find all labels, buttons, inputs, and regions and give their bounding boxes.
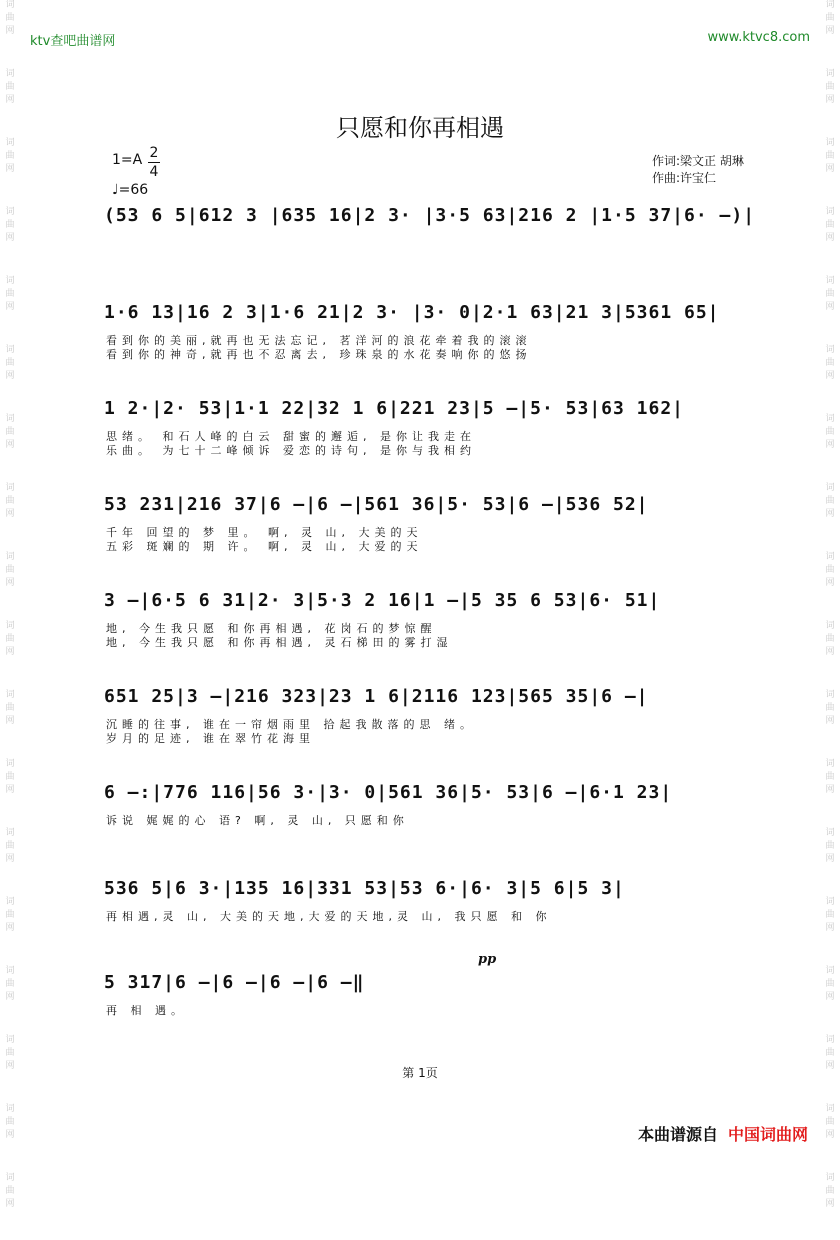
score-row xyxy=(104,494,754,584)
watermark-gap xyxy=(822,315,838,343)
watermark-glyph: 曲 xyxy=(5,565,15,575)
watermark-glyph: 网 xyxy=(825,923,835,933)
watermark-gap xyxy=(822,936,838,964)
lyricist: 作词:梁文正 胡琳 xyxy=(652,154,744,168)
watermark-gap xyxy=(2,867,18,895)
watermark-glyph: 曲 xyxy=(825,565,835,575)
watermark-gap xyxy=(822,867,838,895)
watermark-glyph: 网 xyxy=(5,992,15,1002)
watermark-glyph: 词 xyxy=(825,1104,835,1114)
lyric-line: 岁月的足迹, 谁在翠竹花海里 xyxy=(106,732,315,745)
lyric-line: 看到你的神奇,就再也不忍离去, 珍珠泉的水花奏响你的悠扬 xyxy=(106,348,532,361)
watermark-glyph: 曲 xyxy=(825,358,835,368)
watermark-gap xyxy=(2,1143,18,1171)
score-row xyxy=(104,782,754,872)
watermark-glyph: 网 xyxy=(825,164,835,174)
watermark-glyph: 词 xyxy=(5,207,15,217)
watermark-glyph: 曲 xyxy=(5,772,15,782)
notation-line: (53 6 5|612 3 |635 16|2 3· |3·5 63|216 2 |1·5 37|6· –)| xyxy=(104,205,756,226)
watermark-glyph: 曲 xyxy=(825,496,835,506)
watermark-glyph: 网 xyxy=(5,578,15,588)
lyric-line: 思绪。 和石人峰的白云 甜蜜的邂逅, 是你让我走在 xyxy=(106,430,476,443)
notation-line: 3 –|6·5 6 31|2· 3|5·3 2 16|1 –|5 35 6 53|6· 51| xyxy=(104,590,661,611)
watermark-glyph: 词 xyxy=(5,0,15,10)
watermark-glyph: 网 xyxy=(825,95,835,105)
notation-line: 5 317|6 –|6 –|6 –|6 –‖ xyxy=(104,972,365,993)
watermark-gap xyxy=(2,798,18,826)
watermark-glyph: 曲 xyxy=(825,13,835,23)
watermark-glyph: 词 xyxy=(825,345,835,355)
watermark-glyph: 曲 xyxy=(5,841,15,851)
watermark-glyph: 网 xyxy=(825,785,835,795)
time-top: 2 xyxy=(149,145,159,161)
watermark-gap xyxy=(822,798,838,826)
footer-prefix: 本曲谱源自 xyxy=(637,1125,718,1144)
score-row xyxy=(104,686,754,776)
watermark-gap xyxy=(2,315,18,343)
watermark-glyph: 词 xyxy=(825,621,835,631)
lyric-line: 地, 今生我只愿 和你再相遇, 灵石梯田的雾打湿 xyxy=(106,636,453,649)
notation-line: 6 –:|776 116|56 3·|3· 0|561 36|5· 53|6 –|6·1 23| xyxy=(104,782,673,803)
watermark-glyph: 网 xyxy=(825,578,835,588)
footer-brand[interactable]: 中国词曲网 xyxy=(727,1125,808,1144)
watermark-gap xyxy=(822,729,838,757)
watermark-glyph: 曲 xyxy=(825,82,835,92)
watermark-gap xyxy=(2,177,18,205)
watermark-glyph: 曲 xyxy=(825,289,835,299)
watermark-glyph: 网 xyxy=(5,854,15,864)
watermark-glyph: 曲 xyxy=(5,634,15,644)
watermark-glyph: 曲 xyxy=(5,220,15,230)
watermark-glyph: 曲 xyxy=(5,151,15,161)
watermark-glyph: 词 xyxy=(825,1035,835,1045)
watermark-glyph: 词 xyxy=(825,759,835,769)
watermark-glyph: 词 xyxy=(5,552,15,562)
watermark-glyph: 网 xyxy=(825,1130,835,1140)
watermark-glyph: 曲 xyxy=(5,358,15,368)
watermark-glyph: 词 xyxy=(825,966,835,976)
watermark-glyph: 词 xyxy=(5,897,15,907)
watermark-gap xyxy=(822,522,838,550)
lyric-line: 诉说 娓娓的心 语? 啊, 灵 山, 只愿和你 xyxy=(106,814,409,827)
watermark-glyph: 曲 xyxy=(825,1117,835,1127)
lyric-line: 沉睡的往事, 谁在一帘烟雨里 拾起我散落的思 绪。 xyxy=(106,718,476,731)
page-number: 第 1页 xyxy=(402,1066,438,1080)
watermark-gap xyxy=(822,177,838,205)
song-title: 只愿和你再相遇 xyxy=(336,114,504,142)
watermark-glyph: 网 xyxy=(5,95,15,105)
watermark-gap xyxy=(2,522,18,550)
watermark-glyph: 词 xyxy=(5,690,15,700)
lyric-line: 地, 今生我只愿 和你再相遇, 花岗石的梦惊醒 xyxy=(106,622,437,635)
watermark-glyph: 网 xyxy=(5,233,15,243)
lyric-line: 再 相 遇。 xyxy=(106,1004,187,1017)
watermark-glyph: 词 xyxy=(825,276,835,286)
watermark-glyph: 词 xyxy=(825,69,835,79)
watermark-gap xyxy=(2,660,18,688)
watermark-glyph: 词 xyxy=(5,828,15,838)
watermark-glyph: 词 xyxy=(825,414,835,424)
watermark-gap xyxy=(822,1212,838,1240)
time-bottom: 4 xyxy=(149,164,159,180)
score-row xyxy=(104,302,754,392)
watermark-gap xyxy=(2,1005,18,1033)
lyric-line: 看到你的美丽,就再也无法忘记, 茗洋河的浪花牵着我的滚滚 xyxy=(106,334,532,347)
watermark-glyph: 曲 xyxy=(5,910,15,920)
watermark-glyph: 网 xyxy=(5,509,15,519)
watermark-gap xyxy=(822,39,838,67)
watermark-glyph: 曲 xyxy=(5,427,15,437)
watermark-gap xyxy=(2,1212,18,1240)
watermark-glyph: 曲 xyxy=(825,634,835,644)
watermark-glyph: 曲 xyxy=(5,13,15,23)
watermark-gap xyxy=(2,591,18,619)
watermark-glyph: 曲 xyxy=(825,151,835,161)
watermark-glyph: 曲 xyxy=(825,841,835,851)
watermark-glyph: 网 xyxy=(5,1199,15,1209)
footer-source xyxy=(638,1122,808,1145)
watermark-glyph: 网 xyxy=(5,1130,15,1140)
watermark-glyph: 网 xyxy=(825,440,835,450)
watermark-glyph: 词 xyxy=(825,1173,835,1183)
notation-line: 536 5|6 3·|135 16|331 53|53 6·|6· 3|5 6|5 3| xyxy=(104,878,625,899)
watermark-left xyxy=(2,0,18,1209)
watermark-gap xyxy=(822,384,838,412)
watermark-glyph: 曲 xyxy=(5,82,15,92)
dynamic-mark: pp xyxy=(478,952,497,967)
watermark-gap xyxy=(822,1005,838,1033)
watermark-glyph: 曲 xyxy=(825,910,835,920)
score-row xyxy=(104,878,754,968)
notation-line: 53 231|216 37|6 –|6 –|561 36|5· 53|6 –|536 52| xyxy=(104,494,649,515)
watermark-gap xyxy=(822,246,838,274)
watermark-glyph: 网 xyxy=(5,440,15,450)
watermark-glyph: 词 xyxy=(5,69,15,79)
credits xyxy=(652,153,744,187)
header-site-left[interactable]: ktv查吧曲谱网 xyxy=(30,34,116,49)
watermark-glyph: 词 xyxy=(5,621,15,631)
watermark-glyph: 网 xyxy=(5,164,15,174)
watermark-gap xyxy=(2,384,18,412)
watermark-glyph: 网 xyxy=(5,371,15,381)
watermark-glyph: 网 xyxy=(825,647,835,657)
watermark-glyph: 词 xyxy=(5,138,15,148)
watermark-glyph: 网 xyxy=(825,233,835,243)
watermark-glyph: 词 xyxy=(5,1035,15,1045)
watermark-glyph: 网 xyxy=(825,1199,835,1209)
lyric-line: 乐曲。 为七十二峰倾诉 爱恋的诗句, 是你与我相约 xyxy=(106,444,476,457)
score-row xyxy=(104,972,754,1062)
watermark-glyph: 曲 xyxy=(5,1117,15,1127)
watermark-gap xyxy=(822,660,838,688)
notation-line: 1·6 13|16 2 3|1·6 21|2 3· |3· 0|2·1 63|21 3|5361 65| xyxy=(104,302,720,323)
watermark-glyph: 网 xyxy=(825,371,835,381)
watermark-glyph: 词 xyxy=(5,759,15,769)
header-site-right[interactable]: www.ktvc8.com xyxy=(707,30,810,45)
watermark-glyph: 曲 xyxy=(825,772,835,782)
watermark-glyph: 词 xyxy=(5,276,15,286)
watermark-glyph: 网 xyxy=(825,854,835,864)
tempo-marking: ♩=66 xyxy=(112,182,149,198)
watermark-glyph: 网 xyxy=(5,923,15,933)
score-row xyxy=(104,398,754,488)
watermark-glyph: 词 xyxy=(825,897,835,907)
watermark-glyph: 网 xyxy=(825,509,835,519)
score-row xyxy=(104,590,754,680)
watermark-gap xyxy=(2,453,18,481)
watermark-glyph: 网 xyxy=(5,26,15,36)
watermark-glyph: 词 xyxy=(5,414,15,424)
watermark-glyph: 曲 xyxy=(825,1048,835,1058)
watermark-glyph: 曲 xyxy=(5,979,15,989)
watermark-glyph: 词 xyxy=(825,138,835,148)
watermark-glyph: 词 xyxy=(825,207,835,217)
watermark-glyph: 曲 xyxy=(5,1048,15,1058)
time-signature xyxy=(148,144,160,181)
watermark-glyph: 词 xyxy=(825,828,835,838)
watermark-glyph: 曲 xyxy=(5,703,15,713)
score-row xyxy=(104,205,754,295)
watermark-glyph: 网 xyxy=(5,716,15,726)
watermark-gap xyxy=(2,39,18,67)
watermark-gap xyxy=(2,729,18,757)
watermark-glyph: 词 xyxy=(825,0,835,10)
watermark-gap xyxy=(2,246,18,274)
watermark-glyph: 词 xyxy=(5,966,15,976)
watermark-glyph: 曲 xyxy=(825,427,835,437)
watermark-glyph: 词 xyxy=(5,483,15,493)
watermark-glyph: 曲 xyxy=(825,703,835,713)
watermark-gap xyxy=(822,591,838,619)
watermark-glyph: 网 xyxy=(5,1061,15,1071)
watermark-glyph: 曲 xyxy=(825,1186,835,1196)
watermark-glyph: 网 xyxy=(825,716,835,726)
key-signature: 1=A xyxy=(112,152,143,168)
notation-line: 1 2·|2· 53|1·1 22|32 1 6|221 23|5 –|5· 53|63 162| xyxy=(104,398,685,419)
watermark-glyph: 曲 xyxy=(5,289,15,299)
time-bar xyxy=(148,162,160,163)
watermark-glyph: 网 xyxy=(5,302,15,312)
watermark-glyph: 曲 xyxy=(825,220,835,230)
lyric-line: 五彩 斑斓的 期 许。 啊, 灵 山, 大爱的天 xyxy=(106,540,423,553)
watermark-glyph: 词 xyxy=(825,690,835,700)
watermark-glyph: 曲 xyxy=(825,979,835,989)
watermark-glyph: 网 xyxy=(5,785,15,795)
watermark-glyph: 曲 xyxy=(5,496,15,506)
watermark-glyph: 网 xyxy=(825,1061,835,1071)
watermark-gap xyxy=(2,936,18,964)
watermark-gap xyxy=(822,1143,838,1171)
notation-line: 651 25|3 –|216 323|23 1 6|2116 123|565 35|6 –| xyxy=(104,686,649,707)
watermark-glyph: 网 xyxy=(825,302,835,312)
lyric-line: 再相遇,灵 山, 大美的天地,大爱的天地,灵 山, 我只愿 和 你 xyxy=(106,910,552,923)
composer: 作曲:许宝仁 xyxy=(652,171,717,185)
watermark-glyph: 网 xyxy=(5,647,15,657)
watermark-gap xyxy=(822,453,838,481)
watermark-glyph: 网 xyxy=(825,992,835,1002)
watermark-glyph: 词 xyxy=(5,1173,15,1183)
lyric-line: 千年 回望的 梦 里。 啊, 灵 山, 大美的天 xyxy=(106,526,423,539)
watermark-glyph: 词 xyxy=(5,1104,15,1114)
watermark-glyph: 词 xyxy=(825,483,835,493)
watermark-right xyxy=(822,0,838,1209)
watermark-glyph: 曲 xyxy=(5,1186,15,1196)
watermark-glyph: 词 xyxy=(5,345,15,355)
watermark-glyph: 网 xyxy=(825,26,835,36)
watermark-glyph: 词 xyxy=(825,552,835,562)
